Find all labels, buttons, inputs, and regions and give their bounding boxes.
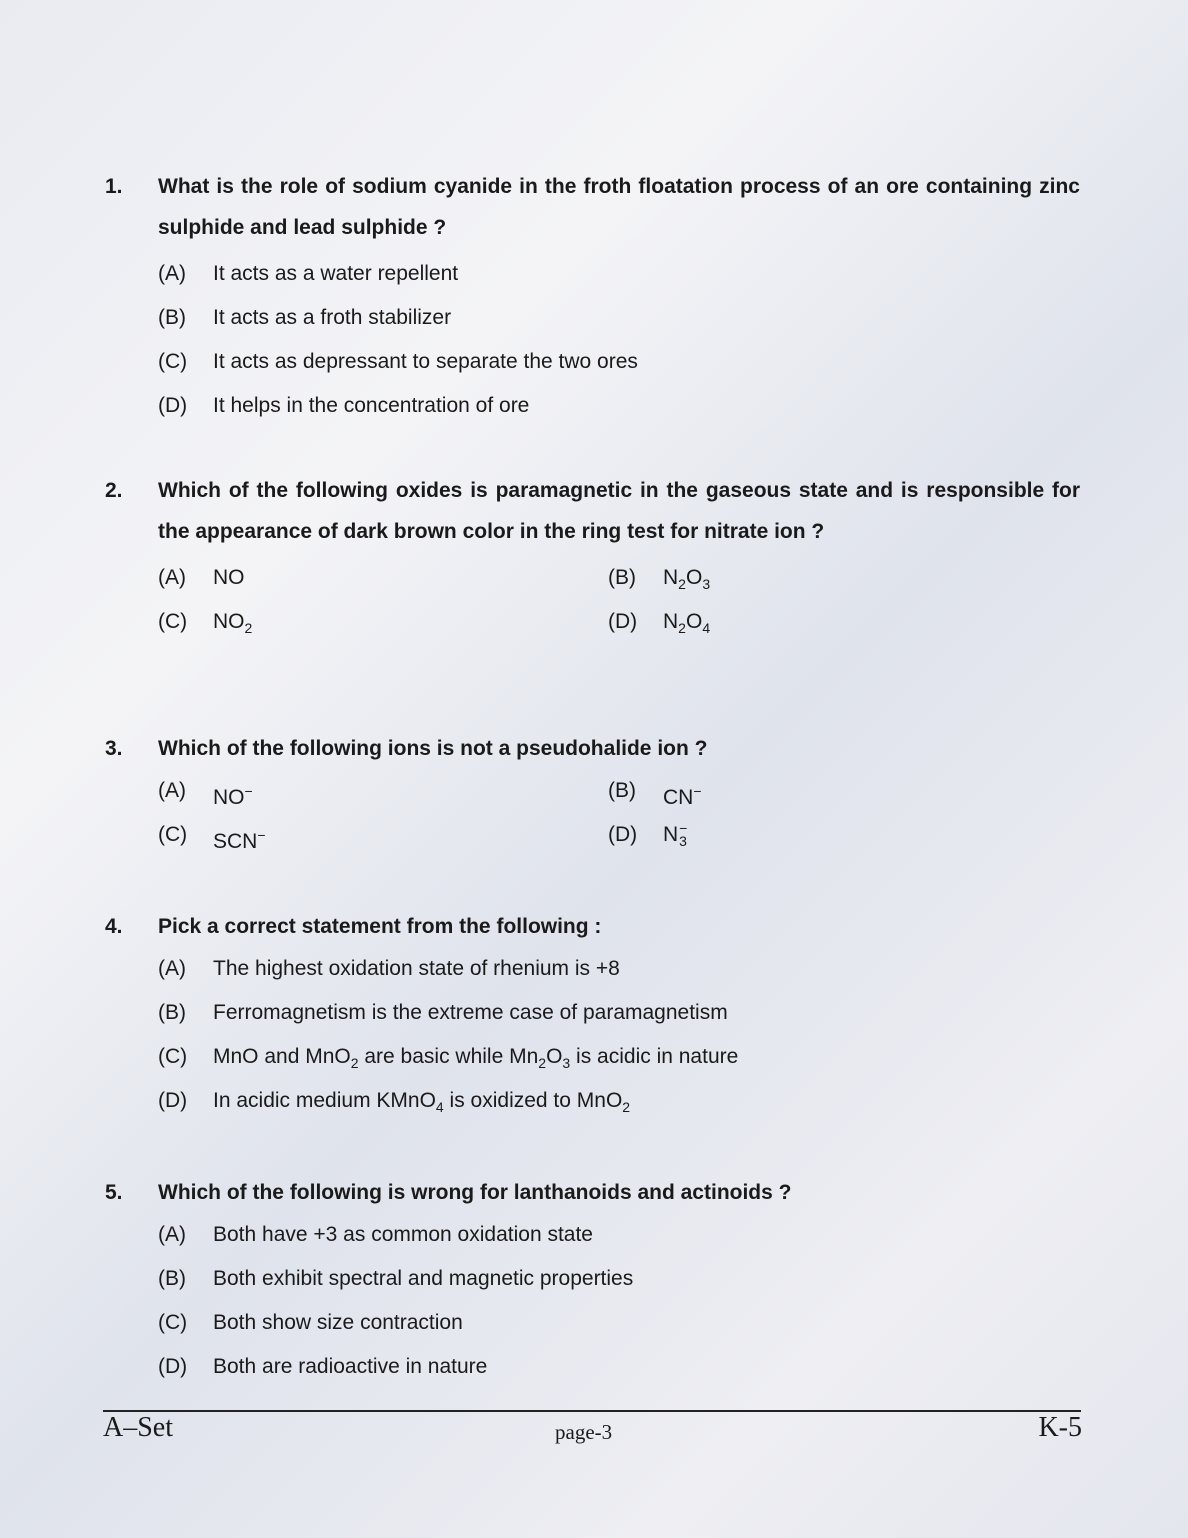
formula-part: is acidic in nature xyxy=(570,1045,739,1068)
option-text: It acts as a water repellent xyxy=(213,262,459,285)
option-label: (A) xyxy=(158,957,186,980)
option-text: It acts as a froth stabilizer xyxy=(213,306,452,329)
formula-part: N xyxy=(663,566,679,589)
option-b xyxy=(608,769,1080,813)
options-list xyxy=(158,947,1080,1123)
option-formula xyxy=(213,1079,630,1123)
formula-scripts xyxy=(679,822,687,848)
option-c xyxy=(158,1301,1080,1345)
formula-part: N xyxy=(663,823,679,846)
formula-superscript: − xyxy=(244,783,253,799)
question-5 xyxy=(105,1172,1080,1389)
option-label: (C) xyxy=(158,350,188,373)
option-label: (C) xyxy=(158,1311,188,1334)
question-4 xyxy=(105,906,1080,1123)
option-label: (B) xyxy=(608,779,636,802)
formula-part: is oxidized to MnO xyxy=(443,1089,623,1112)
footer-divider xyxy=(103,1410,1081,1412)
formula-part: MnO and MnO xyxy=(213,1045,351,1068)
formula-part: are basic while Mn xyxy=(358,1045,539,1068)
options-list xyxy=(158,1213,1080,1389)
formula-superscript: − xyxy=(257,827,266,843)
option-label: (A) xyxy=(158,262,186,285)
option-label: (D) xyxy=(158,394,188,417)
formula-subscript: 2 xyxy=(678,576,686,593)
option-text: NO xyxy=(213,566,245,589)
footer-set: A–Set xyxy=(103,1412,173,1443)
question-number: 2. xyxy=(105,479,123,502)
formula-part: N xyxy=(663,610,679,633)
formula-subscript: 2 xyxy=(678,620,686,637)
option-formula xyxy=(213,813,266,857)
formula-subscript: 4 xyxy=(702,620,711,637)
option-formula xyxy=(663,600,710,644)
option-label: (D) xyxy=(158,1089,188,1112)
formula-part: CN xyxy=(663,786,694,809)
option-b xyxy=(608,556,1080,600)
option-c xyxy=(158,600,608,644)
options-grid xyxy=(158,556,1080,644)
footer-code: K-5 xyxy=(1038,1412,1082,1443)
question-text: What is the role of sodium cyanide in the froth floatation process of an ore containing zinc sulphide and lead sulphide ? xyxy=(158,175,1080,239)
option-text: Both have +3 as common oxidation state xyxy=(213,1223,593,1246)
question-number: 3. xyxy=(105,737,123,760)
option-label: (A) xyxy=(158,779,186,802)
formula-subscript: 2 xyxy=(622,1099,631,1116)
option-a xyxy=(158,1213,1080,1257)
option-a xyxy=(158,556,608,600)
option-formula xyxy=(663,769,702,813)
formula-subscript: 3 xyxy=(702,576,711,593)
question-1 xyxy=(105,166,1080,428)
option-label: (D) xyxy=(158,1355,188,1378)
option-d xyxy=(158,1079,1080,1123)
option-c xyxy=(158,1035,1080,1079)
question-text: Pick a correct statement from the following : xyxy=(158,915,602,938)
option-d xyxy=(158,1345,1080,1389)
option-label: (C) xyxy=(158,610,188,633)
formula-part: O xyxy=(546,1045,563,1068)
option-text: Both show size contraction xyxy=(213,1311,463,1334)
option-a xyxy=(158,947,1080,991)
option-b xyxy=(158,1257,1080,1301)
question-text: Which of the following is wrong for lanthanoids and actinoids ? xyxy=(158,1181,792,1204)
option-text: The highest oxidation state of rhenium is +8 xyxy=(213,957,620,980)
option-text: Both exhibit spectral and magnetic properties xyxy=(213,1267,634,1290)
option-label: (B) xyxy=(158,306,186,329)
question-number: 5. xyxy=(105,1181,123,1204)
question-3 xyxy=(105,728,1080,857)
formula-subscript: 2 xyxy=(538,1055,547,1072)
option-text: It helps in the concentration of ore xyxy=(213,394,530,417)
formula-part: NO xyxy=(213,786,245,809)
option-a xyxy=(158,769,608,813)
option-label: (B) xyxy=(158,1267,186,1290)
option-label: (D) xyxy=(608,823,638,846)
formula-part: In acidic medium KMnO xyxy=(213,1089,436,1112)
option-text: It acts as depressant to separate the two ores xyxy=(213,350,638,373)
formula-subscript: 2 xyxy=(244,620,253,637)
option-label: (A) xyxy=(158,1223,186,1246)
option-c xyxy=(158,813,608,857)
option-b xyxy=(158,991,1080,1035)
question-number: 4. xyxy=(105,915,123,938)
option-d xyxy=(158,384,1080,428)
question-number: 1. xyxy=(105,175,123,198)
options-list xyxy=(158,252,1080,428)
formula-subscript: 3 xyxy=(679,833,687,850)
option-label: (D) xyxy=(608,610,638,633)
option-formula xyxy=(213,1035,738,1079)
option-text: Ferromagnetism is the extreme case of paramagnetism xyxy=(213,1001,728,1024)
formula-superscript: − xyxy=(679,820,688,837)
option-formula xyxy=(213,769,253,813)
formula-part: O xyxy=(685,610,703,633)
option-a xyxy=(158,252,1080,296)
option-label: (B) xyxy=(608,566,636,589)
question-text: Which of the following ions is not a pseudohalide ion ? xyxy=(158,737,708,760)
option-b xyxy=(158,296,1080,340)
option-label: (C) xyxy=(158,1045,188,1068)
formula-part: O xyxy=(685,566,703,589)
footer-page-number: page-3 xyxy=(555,1420,613,1444)
formula-part: NO xyxy=(213,610,245,633)
question-text: Which of the following oxides is paramagnetic in the gaseous state and is responsible for the appearance of dark brown color in the ring test for nitrate ion ? xyxy=(158,479,1080,543)
formula-superscript: − xyxy=(693,783,702,799)
option-label: (A) xyxy=(158,566,186,589)
option-formula xyxy=(213,600,252,644)
option-d xyxy=(608,600,1080,644)
option-formula xyxy=(663,813,687,857)
formula-part: SCN xyxy=(213,830,258,853)
option-d xyxy=(608,813,1080,857)
options-grid xyxy=(158,769,1080,857)
formula-subscript: 2 xyxy=(350,1055,359,1072)
option-label: (C) xyxy=(158,823,188,846)
option-text: Both are radioactive in nature xyxy=(213,1355,488,1378)
option-c xyxy=(158,340,1080,384)
formula-subscript: 4 xyxy=(435,1099,444,1116)
option-label: (B) xyxy=(158,1001,186,1024)
option-formula xyxy=(663,556,710,600)
formula-subscript: 3 xyxy=(562,1055,571,1072)
question-2 xyxy=(105,470,1080,644)
